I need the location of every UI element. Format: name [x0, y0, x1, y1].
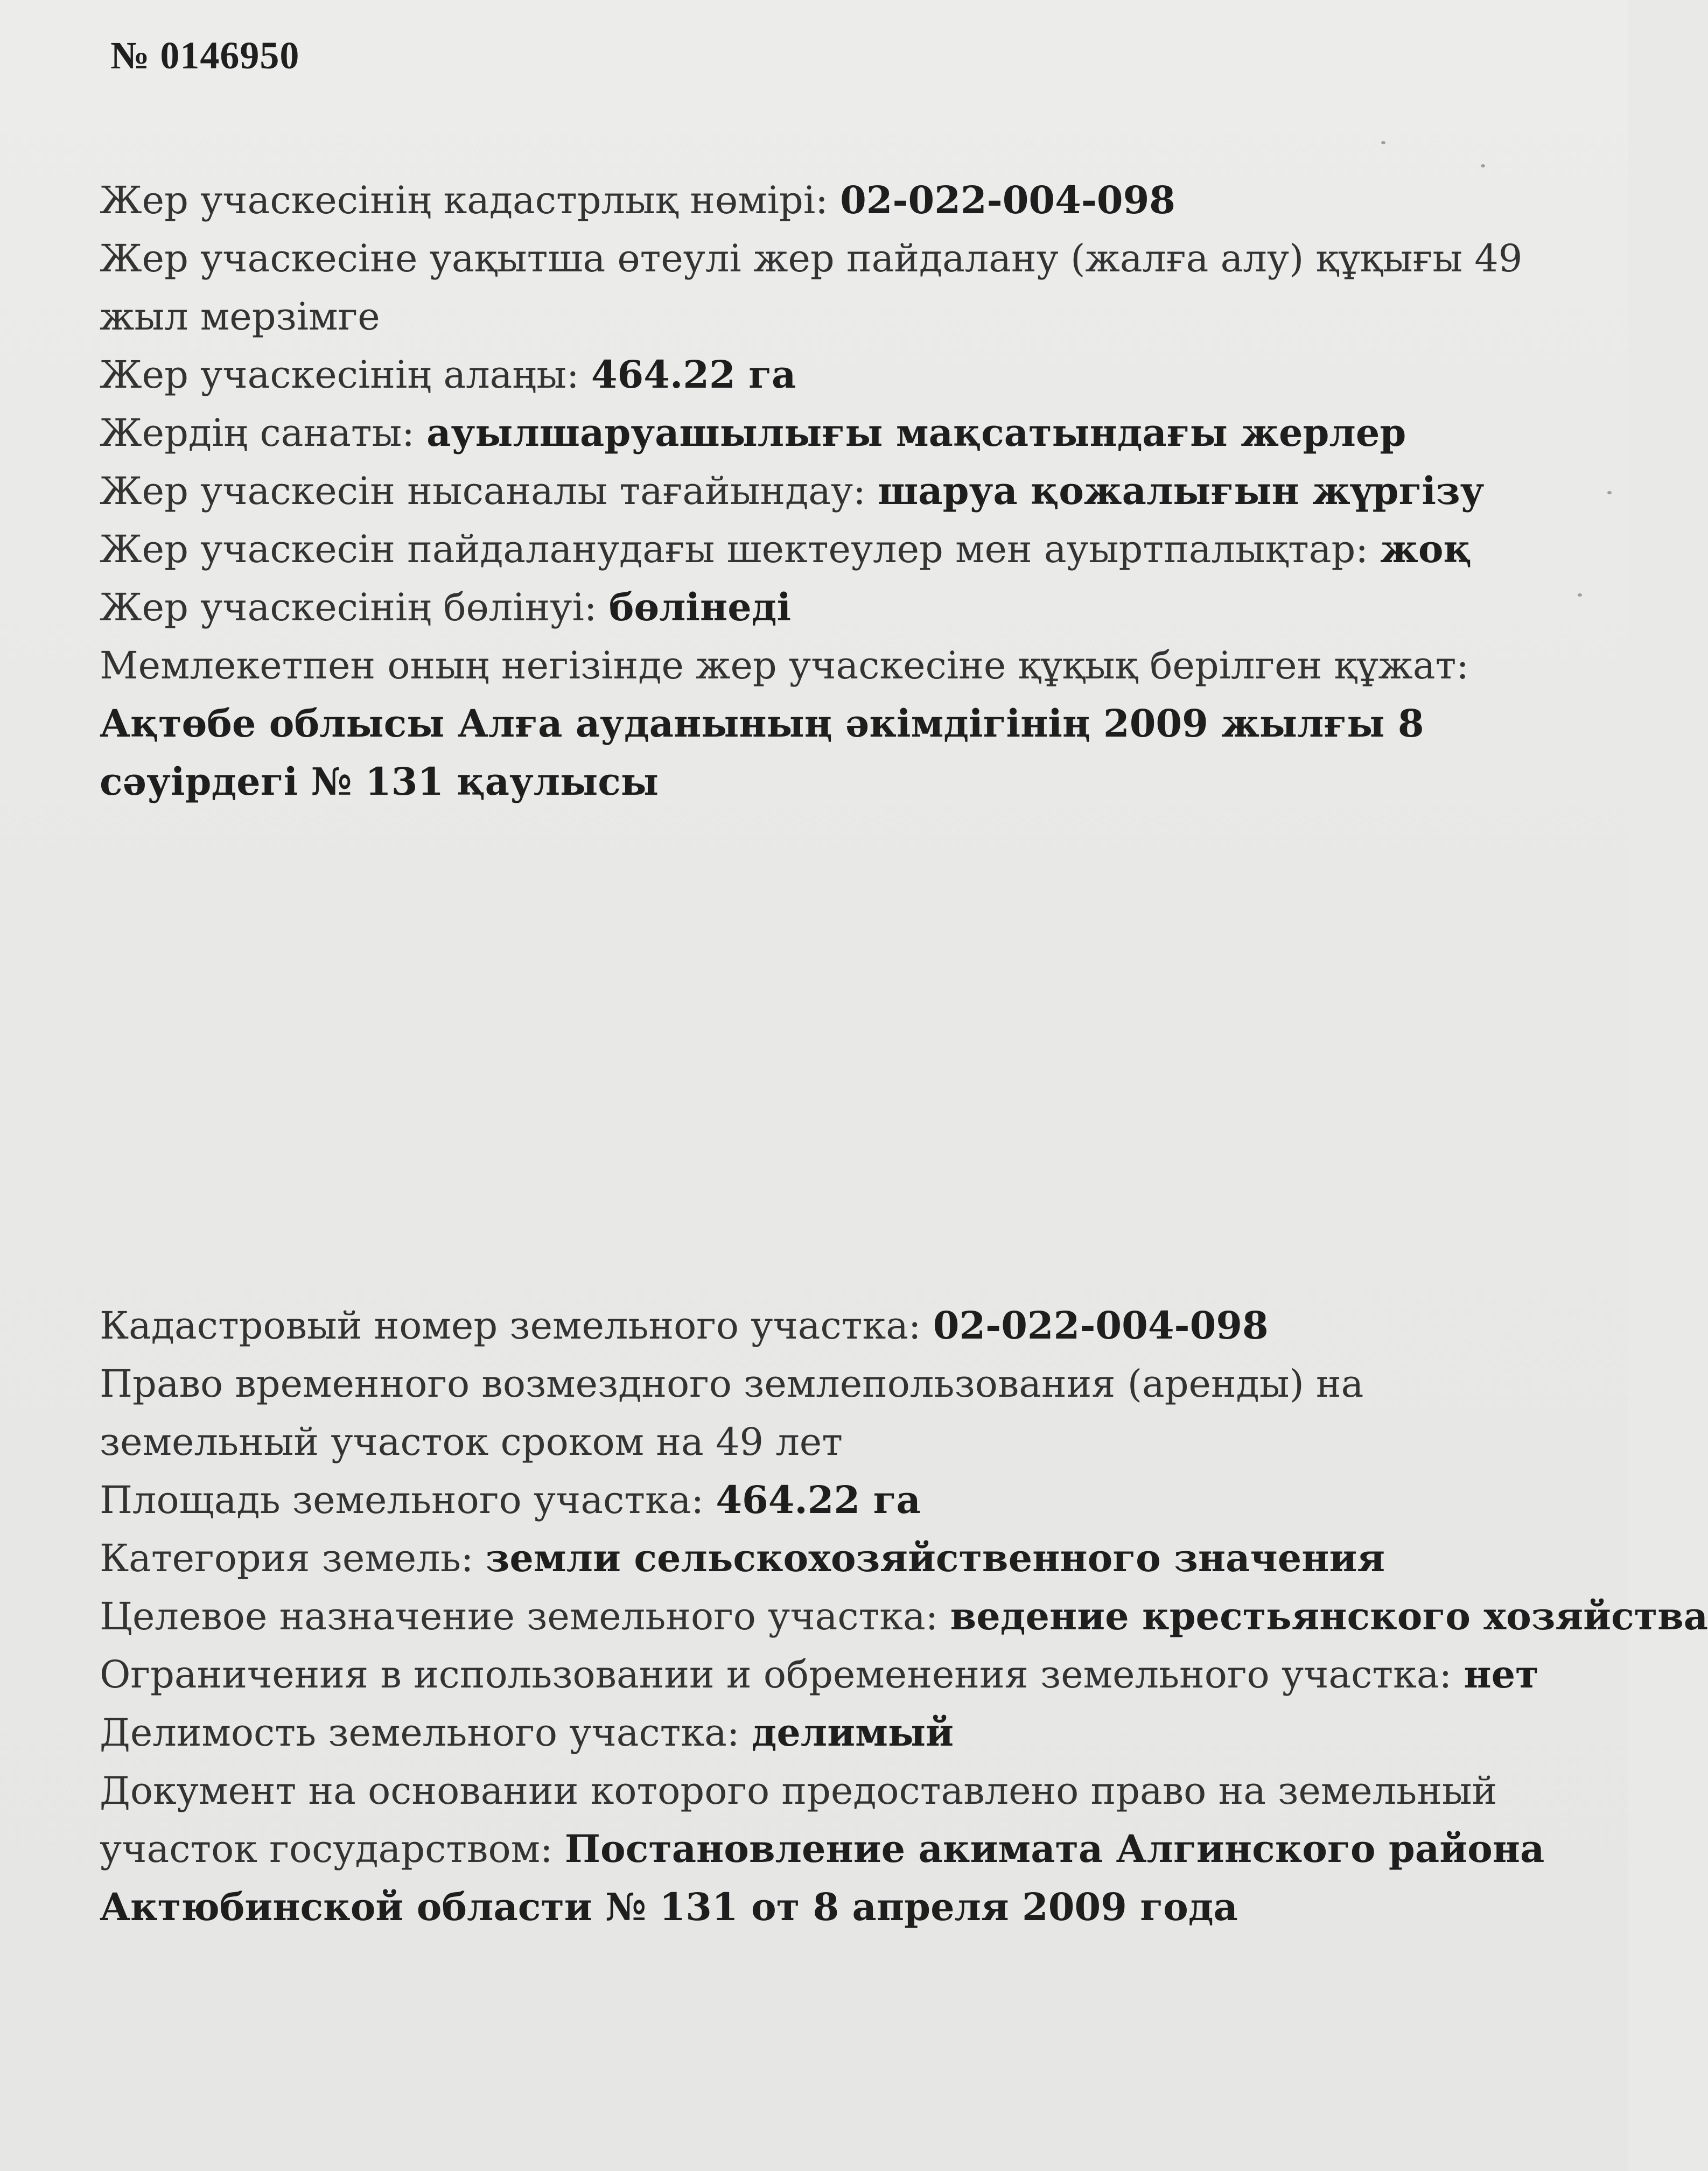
- ru-purpose-label: Целевое назначение земельного участка:: [100, 1594, 950, 1638]
- kz-cadastral-label: Жер учаскесінің кадастрлық нөмірі:: [100, 178, 841, 222]
- ru-cadastral-label: Кадастровый номер земельного участка:: [100, 1304, 933, 1348]
- kz-restrictions-value: жоқ: [1380, 527, 1472, 571]
- ru-right-line: [100, 1355, 1591, 1471]
- kz-divisibility-line: [100, 578, 1591, 636]
- kz-divisibility-value: бөлінеді: [608, 585, 792, 629]
- ru-area-line: [100, 1471, 1591, 1529]
- ru-category-label: Категория земель:: [100, 1536, 486, 1580]
- paper-speck: [1607, 491, 1612, 494]
- paper-speck: [1481, 164, 1485, 167]
- kz-document-line: [100, 636, 1591, 811]
- ru-category-value: земли сельскохозяйственного значения: [485, 1536, 1385, 1580]
- kz-document-label: Мемлекетпен оның негізінде жер учаскесіне құқық берілген құжат:: [100, 643, 1469, 688]
- kz-area-label: Жер учаскесінің алаңы:: [100, 353, 591, 397]
- kazakh-section: [100, 171, 1591, 811]
- ru-restrictions-line: [100, 1645, 1591, 1704]
- ru-document-line: [100, 1762, 1591, 1936]
- kz-cadastral-line: [100, 171, 1591, 229]
- kz-area-line: [100, 346, 1591, 404]
- paper-speck: [1381, 141, 1385, 144]
- kz-purpose-label: Жер учаскесін нысаналы тағайындау:: [100, 469, 878, 513]
- ru-document-value: Постановление акимата Алгинского района Актюбинской области № 131 от 8 апреля 2009 года: [100, 1826, 1545, 1929]
- document-number: № 0146950: [110, 34, 300, 77]
- kz-right-text: Жер учаскесіне уақытша өтеулі жер пайдалану (жалға алу) құқығы 49 жыл мерзімге: [100, 236, 1523, 339]
- kz-divisibility-label: Жер учаскесінің бөлінуі:: [100, 585, 609, 629]
- ru-document-label: Документ на основании которого предоставлено право на земельный участок государством:: [100, 1769, 1497, 1871]
- kz-purpose-line: [100, 462, 1591, 520]
- ru-restrictions-value: нет: [1464, 1652, 1539, 1697]
- ru-divisibility-label: Делимость земельного участка:: [100, 1711, 752, 1755]
- paper-speck: [1578, 593, 1582, 597]
- ru-cadastral-value: 02-022-004-098: [933, 1303, 1269, 1348]
- ru-area-label: Площадь земельного участка:: [100, 1478, 716, 1522]
- kz-right-line: [100, 229, 1591, 346]
- ru-purpose-value: ведение крестьянского хозяйства: [950, 1594, 1708, 1638]
- ru-right-text: Право временного возмездного землепользования (аренды) на земельный участок сроком на 49 лет: [100, 1362, 1364, 1464]
- kz-document-value: Ақтөбе облысы Алға ауданының әкімдігінің 2009 жылғы 8 сәуірдегі № 131 қаулысы: [100, 701, 1424, 804]
- russian-section: [100, 1297, 1708, 1936]
- ru-category-line: [100, 1529, 1591, 1587]
- kz-category-label: Жердің санаты:: [100, 411, 427, 455]
- ru-divisibility-line: [100, 1704, 1591, 1762]
- ru-cadastral-line: [100, 1297, 1591, 1355]
- ru-area-value: 464.22 га: [716, 1477, 921, 1522]
- ru-purpose-line: [100, 1587, 1708, 1645]
- kz-category-line: [100, 404, 1591, 462]
- kz-category-value: ауылшаруашылығы мақсатындағы жерлер: [426, 410, 1406, 455]
- kz-restrictions-line: [100, 520, 1591, 578]
- ru-divisibility-value: делимый: [751, 1710, 954, 1755]
- kz-purpose-value: шаруа қожалығын жүргізу: [878, 468, 1485, 513]
- kz-area-value: 464.22 га: [591, 352, 796, 397]
- ru-restrictions-label: Ограничения в использовании и обременения земельного участка:: [100, 1652, 1464, 1697]
- kz-cadastral-value: 02-022-004-098: [840, 178, 1175, 222]
- kz-restrictions-label: Жер учаскесін пайдаланудағы шектеулер мен ауыртпалықтар:: [100, 527, 1381, 571]
